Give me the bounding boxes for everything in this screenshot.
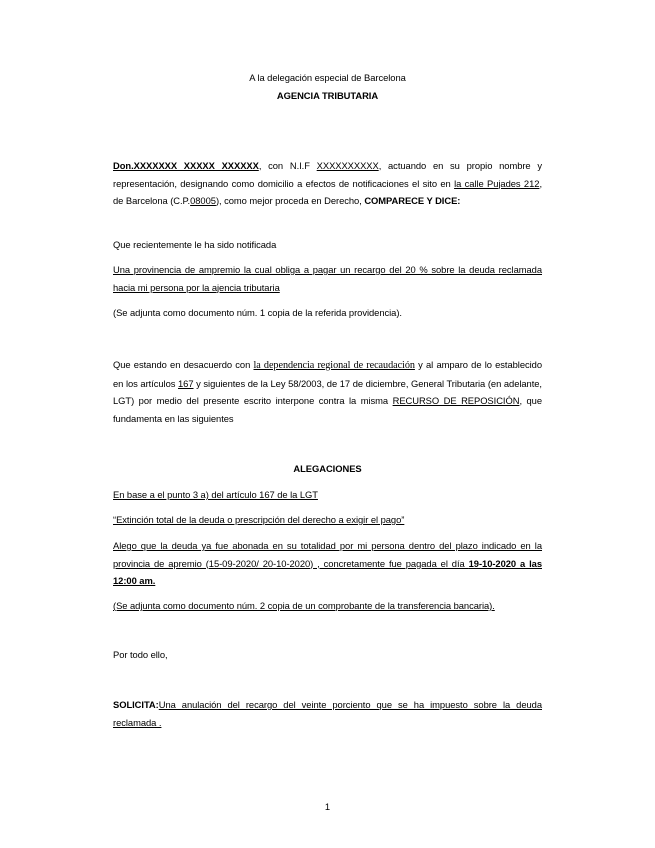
attachment-2: (Se adjunta como documento núm. 2 copia de un comprobante de la transferencia bancaria). [113, 600, 495, 611]
request-text: Una anulación del recargo del veinte porciento que se ha impuesto sobre la deuda reclamada . [113, 699, 542, 728]
legal-basis: En base a el punto 3 a) del artículo 167 de la LGT [113, 489, 318, 500]
disagreement-paragraph [113, 356, 542, 427]
attachment-1: (Se adjunta como documento núm. 1 copia de la referida providencia). [113, 307, 402, 318]
nif-value: XXXXXXXXXX [316, 160, 379, 171]
applicant-name: Don.XXXXXXX XXXXX XXXXXX [113, 160, 259, 171]
payment-date: 19-10-2020 a las 12:00 am. [113, 557, 542, 586]
payment-claim [113, 537, 542, 590]
intro-paragraph [113, 157, 542, 210]
recurso-label: RECURSO DE REPOSICIÓN [392, 395, 520, 406]
solicita-label: SOLICITA: [113, 699, 159, 710]
addressee [113, 69, 542, 104]
request-paragraph [113, 696, 542, 731]
closing-phrase: Por todo ello, [113, 649, 168, 660]
providencia-paragraph: Una provinencia de ampremio la cual obliga a pagar un recargo del 20 % sobre la deuda reclamada hacia mi persona por la ajencia tributaria [113, 264, 542, 293]
notified-line: Que recientemente le ha sido notificada [113, 239, 277, 250]
body-text: Que estando en desacuerdo con [113, 359, 254, 370]
intro-text: , con N.I.F [258, 160, 317, 171]
body-text: y al amparo de lo establecido en los artículos [113, 359, 543, 389]
page-number: 1 [324, 801, 331, 812]
agency-name: AGENCIA TRIBUTARIA [276, 89, 379, 101]
body-text: , que fundamenta en las siguientes [113, 395, 542, 424]
addressee-line: A la delegación especial de Barcelona [249, 72, 406, 83]
alegaciones-heading: ALEGACIONES [293, 463, 362, 474]
intro-text: , actuando en su propio nombre y representación, designando como domicilio a efectos de notificaciones el sito en [113, 160, 542, 189]
body-text: y siguientes de la Ley 58/2003, de 17 de diciembre, General Tributaria (en adelante, LGT) por medio del presente escrito interpone contra la misma [113, 377, 542, 406]
postal-code: 08005 [190, 195, 216, 206]
street-address: la calle Pujades 212 [454, 177, 540, 189]
intro-text: ), como mejor proceda en Derecho, [215, 195, 365, 206]
article-number: 167 [178, 377, 194, 389]
quoted-ground: “Extinción total de la deuda o prescripción del derecho a exigir el pago” [113, 514, 405, 525]
claim-text: Alego que la deuda ya fue abonada en su totalidad por mi persona dentro del plazo indicado en la provincia de apremio (15-09-2020/ 20-10-2020) , concretamente fue pagada el día [113, 540, 542, 569]
comparece-label: COMPARECE Y DICE: [364, 195, 461, 206]
intro-text: , de Barcelona (C.P. [113, 177, 542, 206]
dependencia-link-text: la dependencia regional de recaudación [253, 360, 415, 371]
